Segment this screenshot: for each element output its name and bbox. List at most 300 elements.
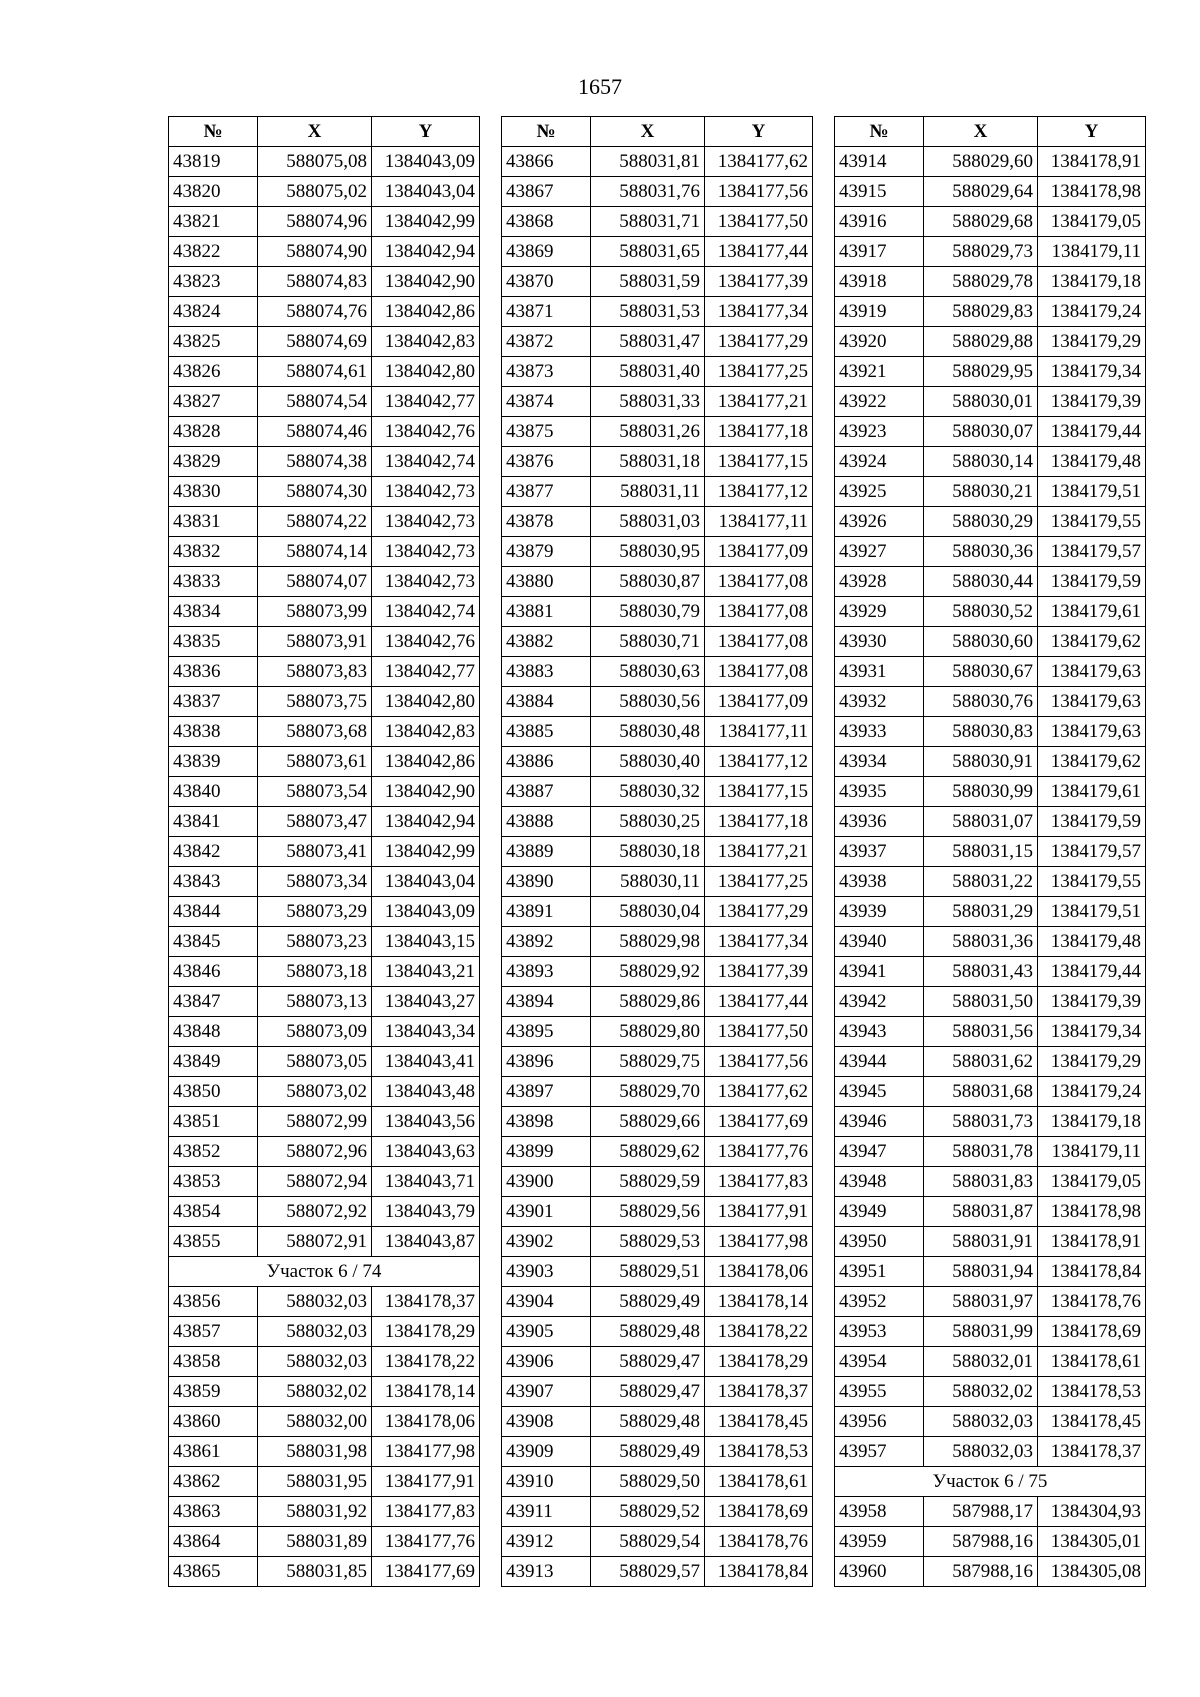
point-number-cell: 43948 [835,1167,924,1197]
point-number-cell: 43887 [502,777,591,807]
header-number: № [169,117,258,147]
point-number-cell: 43821 [169,207,258,237]
point-number-cell: 43854 [169,1197,258,1227]
x-coordinate-cell: 588074,07 [258,567,372,597]
x-coordinate-cell: 588031,11 [591,477,705,507]
table-row [835,447,1146,477]
y-coordinate-cell: 1384179,59 [1038,807,1146,837]
x-coordinate-cell: 588031,98 [258,1437,372,1467]
x-coordinate-cell: 588031,71 [591,207,705,237]
x-coordinate-cell: 588029,64 [924,177,1038,207]
point-number-cell: 43938 [835,867,924,897]
point-number-cell: 43872 [502,327,591,357]
x-coordinate-cell: 588031,07 [924,807,1038,837]
y-coordinate-cell: 1384043,79 [372,1197,480,1227]
table-row [502,1287,813,1317]
y-coordinate-cell: 1384179,24 [1038,1077,1146,1107]
y-coordinate-cell: 1384178,37 [1038,1437,1146,1467]
y-coordinate-cell: 1384177,29 [705,897,813,927]
y-coordinate-cell: 1384179,61 [1038,597,1146,627]
table-row [169,867,480,897]
point-number-cell: 43939 [835,897,924,927]
x-coordinate-cell: 588031,91 [924,1227,1038,1257]
y-coordinate-cell: 1384177,69 [705,1107,813,1137]
y-coordinate-cell: 1384178,53 [1038,1377,1146,1407]
point-number-cell: 43895 [502,1017,591,1047]
y-coordinate-cell: 1384304,93 [1038,1497,1146,1527]
x-coordinate-cell: 588029,47 [591,1377,705,1407]
table-row [835,537,1146,567]
x-coordinate-cell: 588032,02 [924,1377,1038,1407]
y-coordinate-cell: 1384042,74 [372,447,480,477]
table-row [169,1557,480,1587]
point-number-cell: 43834 [169,597,258,627]
table-row [835,147,1146,177]
table-row [502,267,813,297]
point-number-cell: 43947 [835,1137,924,1167]
point-number-cell: 43882 [502,627,591,657]
point-number-cell: 43949 [835,1197,924,1227]
point-number-cell: 43842 [169,837,258,867]
y-coordinate-cell: 1384043,71 [372,1167,480,1197]
x-coordinate-cell: 588030,07 [924,417,1038,447]
y-coordinate-cell: 1384043,56 [372,1107,480,1137]
y-coordinate-cell: 1384043,48 [372,1077,480,1107]
x-coordinate-cell: 588073,68 [258,717,372,747]
y-coordinate-cell: 1384177,08 [705,657,813,687]
point-number-cell: 43941 [835,957,924,987]
table-row [502,297,813,327]
point-number-cell: 43881 [502,597,591,627]
x-coordinate-cell: 588029,98 [591,927,705,957]
point-number-cell: 43830 [169,477,258,507]
table-row [835,1167,1146,1197]
table-row [835,1347,1146,1377]
y-coordinate-cell: 1384042,86 [372,297,480,327]
table-row [835,1107,1146,1137]
point-number-cell: 43956 [835,1407,924,1437]
y-coordinate-cell: 1384178,45 [705,1407,813,1437]
y-coordinate-cell: 1384177,15 [705,777,813,807]
point-number-cell: 43829 [169,447,258,477]
y-coordinate-cell: 1384177,21 [705,837,813,867]
point-number-cell: 43894 [502,987,591,1017]
x-coordinate-cell: 588032,03 [258,1287,372,1317]
y-coordinate-cell: 1384178,29 [705,1347,813,1377]
table-row [502,717,813,747]
point-number-cell: 43825 [169,327,258,357]
y-coordinate-cell: 1384043,21 [372,957,480,987]
x-coordinate-cell: 588031,89 [258,1527,372,1557]
x-coordinate-cell: 588073,61 [258,747,372,777]
point-number-cell: 43824 [169,297,258,327]
y-coordinate-cell: 1384179,48 [1038,927,1146,957]
point-number-cell: 43953 [835,1317,924,1347]
y-coordinate-cell: 1384177,62 [705,1077,813,1107]
section-label: Участок 6 / 74 [169,1257,480,1287]
table-row [835,207,1146,237]
y-coordinate-cell: 1384178,76 [705,1527,813,1557]
x-coordinate-cell: 588029,49 [591,1287,705,1317]
x-coordinate-cell: 588073,91 [258,627,372,657]
table-row [835,1017,1146,1047]
point-number-cell: 43905 [502,1317,591,1347]
point-number-cell: 43880 [502,567,591,597]
y-coordinate-cell: 1384177,91 [372,1467,480,1497]
table-row [502,1317,813,1347]
table-row [835,1557,1146,1587]
x-coordinate-cell: 588073,54 [258,777,372,807]
table-row [169,1497,480,1527]
table-row [502,537,813,567]
y-coordinate-cell: 1384177,18 [705,417,813,447]
x-coordinate-cell: 588029,50 [591,1467,705,1497]
point-number-cell: 43952 [835,1287,924,1317]
x-coordinate-cell: 588029,88 [924,327,1038,357]
y-coordinate-cell: 1384178,06 [372,1407,480,1437]
x-coordinate-cell: 588029,48 [591,1317,705,1347]
table-row [835,327,1146,357]
table-row [169,807,480,837]
y-coordinate-cell: 1384179,44 [1038,957,1146,987]
header-y: Y [372,117,480,147]
table-row [502,837,813,867]
table-row [169,447,480,477]
y-coordinate-cell: 1384043,41 [372,1047,480,1077]
point-number-cell: 43852 [169,1137,258,1167]
point-number-cell: 43873 [502,357,591,387]
point-number-cell: 43865 [169,1557,258,1587]
table-row [502,627,813,657]
y-coordinate-cell: 1384179,39 [1038,387,1146,417]
table-row [502,867,813,897]
point-number-cell: 43860 [169,1407,258,1437]
y-coordinate-cell: 1384177,34 [705,297,813,327]
table-row [502,1017,813,1047]
y-coordinate-cell: 1384178,69 [1038,1317,1146,1347]
x-coordinate-cell: 588030,52 [924,597,1038,627]
y-coordinate-cell: 1384178,61 [705,1467,813,1497]
table-row [169,657,480,687]
table-row [835,597,1146,627]
y-coordinate-cell: 1384179,55 [1038,507,1146,537]
point-number-cell: 43847 [169,987,258,1017]
header-x: X [258,117,372,147]
x-coordinate-cell: 588031,62 [924,1047,1038,1077]
point-number-cell: 43886 [502,747,591,777]
x-coordinate-cell: 588031,56 [924,1017,1038,1047]
table-row [835,1227,1146,1257]
table-row [502,987,813,1017]
header-x: X [591,117,705,147]
y-coordinate-cell: 1384177,08 [705,597,813,627]
x-coordinate-cell: 588030,40 [591,747,705,777]
point-number-cell: 43959 [835,1527,924,1557]
table-row [835,1197,1146,1227]
y-coordinate-cell: 1384178,61 [1038,1347,1146,1377]
x-coordinate-cell: 588030,67 [924,657,1038,687]
y-coordinate-cell: 1384177,18 [705,807,813,837]
point-number-cell: 43960 [835,1557,924,1587]
point-number-cell: 43831 [169,507,258,537]
table-row [169,987,480,1017]
point-number-cell: 43884 [502,687,591,717]
point-number-cell: 43954 [835,1347,924,1377]
point-number-cell: 43869 [502,237,591,267]
table-row [502,147,813,177]
table-row [169,1167,480,1197]
y-coordinate-cell: 1384177,44 [705,987,813,1017]
table-row [169,627,480,657]
y-coordinate-cell: 1384177,08 [705,567,813,597]
y-coordinate-cell: 1384177,62 [705,147,813,177]
y-coordinate-cell: 1384178,45 [1038,1407,1146,1437]
table-row [835,237,1146,267]
y-coordinate-cell: 1384043,63 [372,1137,480,1167]
x-coordinate-cell: 587988,16 [924,1557,1038,1587]
x-coordinate-cell: 588073,02 [258,1077,372,1107]
point-number-cell: 43898 [502,1107,591,1137]
y-coordinate-cell: 1384177,50 [705,1017,813,1047]
y-coordinate-cell: 1384179,05 [1038,207,1146,237]
point-number-cell: 43890 [502,867,591,897]
point-number-cell: 43920 [835,327,924,357]
point-number-cell: 43841 [169,807,258,837]
y-coordinate-cell: 1384178,14 [705,1287,813,1317]
y-coordinate-cell: 1384179,05 [1038,1167,1146,1197]
x-coordinate-cell: 588030,32 [591,777,705,807]
point-number-cell: 43917 [835,237,924,267]
header-x: X [924,117,1038,147]
table-row [502,1137,813,1167]
table-row [169,1317,480,1347]
y-coordinate-cell: 1384179,24 [1038,297,1146,327]
x-coordinate-cell: 588030,36 [924,537,1038,567]
table-row [502,567,813,597]
point-number-cell: 43863 [169,1497,258,1527]
point-number-cell: 43910 [502,1467,591,1497]
point-number-cell: 43823 [169,267,258,297]
table-row [835,867,1146,897]
x-coordinate-cell: 588074,38 [258,447,372,477]
table-row [835,387,1146,417]
y-coordinate-cell: 1384177,29 [705,327,813,357]
y-coordinate-cell: 1384177,39 [705,267,813,297]
x-coordinate-cell: 588073,75 [258,687,372,717]
point-number-cell: 43844 [169,897,258,927]
point-number-cell: 43918 [835,267,924,297]
point-number-cell: 43864 [169,1527,258,1557]
table-row [169,267,480,297]
y-coordinate-cell: 1384179,57 [1038,837,1146,867]
table-row [169,327,480,357]
y-coordinate-cell: 1384177,98 [372,1437,480,1467]
y-coordinate-cell: 1384178,53 [705,1437,813,1467]
table-row [169,1197,480,1227]
x-coordinate-cell: 588030,21 [924,477,1038,507]
section-row [169,1257,480,1287]
y-coordinate-cell: 1384179,61 [1038,777,1146,807]
x-coordinate-cell: 588031,50 [924,987,1038,1017]
point-number-cell: 43849 [169,1047,258,1077]
table-row [835,657,1146,687]
coordinates-table-1 [168,116,480,1587]
x-coordinate-cell: 588031,73 [924,1107,1038,1137]
y-coordinate-cell: 1384177,91 [705,1197,813,1227]
table-row [835,957,1146,987]
y-coordinate-cell: 1384179,63 [1038,657,1146,687]
x-coordinate-cell: 588074,76 [258,297,372,327]
x-coordinate-cell: 588072,91 [258,1227,372,1257]
table-row [502,1197,813,1227]
table-row [835,1317,1146,1347]
x-coordinate-cell: 588029,78 [924,267,1038,297]
table-row [169,957,480,987]
point-number-cell: 43874 [502,387,591,417]
point-number-cell: 43851 [169,1107,258,1137]
point-number-cell: 43912 [502,1527,591,1557]
x-coordinate-cell: 588073,41 [258,837,372,867]
table-row [169,507,480,537]
y-coordinate-cell: 1384178,84 [705,1557,813,1587]
point-number-cell: 43857 [169,1317,258,1347]
x-coordinate-cell: 588029,70 [591,1077,705,1107]
table-row [169,687,480,717]
x-coordinate-cell: 588030,99 [924,777,1038,807]
x-coordinate-cell: 588072,92 [258,1197,372,1227]
y-coordinate-cell: 1384179,34 [1038,357,1146,387]
table-row [169,1407,480,1437]
header-y: Y [1038,117,1146,147]
x-coordinate-cell: 588073,05 [258,1047,372,1077]
x-coordinate-cell: 588073,13 [258,987,372,1017]
point-number-cell: 43835 [169,627,258,657]
x-coordinate-cell: 588030,63 [591,657,705,687]
y-coordinate-cell: 1384177,76 [705,1137,813,1167]
x-coordinate-cell: 588029,95 [924,357,1038,387]
x-coordinate-cell: 588029,86 [591,987,705,1017]
y-coordinate-cell: 1384042,94 [372,237,480,267]
point-number-cell: 43875 [502,417,591,447]
y-coordinate-cell: 1384042,99 [372,837,480,867]
y-coordinate-cell: 1384042,80 [372,687,480,717]
x-coordinate-cell: 588031,95 [258,1467,372,1497]
table-row [502,897,813,927]
table-row [835,1287,1146,1317]
table-row [835,1077,1146,1107]
x-coordinate-cell: 588032,02 [258,1377,372,1407]
point-number-cell: 43929 [835,597,924,627]
point-number-cell: 43909 [502,1437,591,1467]
table-header-row [169,117,480,147]
y-coordinate-cell: 1384179,51 [1038,897,1146,927]
table-row [835,567,1146,597]
y-coordinate-cell: 1384042,80 [372,357,480,387]
x-coordinate-cell: 588073,18 [258,957,372,987]
point-number-cell: 43951 [835,1257,924,1287]
point-number-cell: 43902 [502,1227,591,1257]
x-coordinate-cell: 588074,83 [258,267,372,297]
point-number-cell: 43900 [502,1167,591,1197]
table-row [835,1377,1146,1407]
y-coordinate-cell: 1384043,27 [372,987,480,1017]
point-number-cell: 43899 [502,1137,591,1167]
table-row [169,927,480,957]
x-coordinate-cell: 588032,03 [258,1317,372,1347]
point-number-cell: 43877 [502,477,591,507]
table-row [835,717,1146,747]
y-coordinate-cell: 1384179,62 [1038,747,1146,777]
point-number-cell: 43832 [169,537,258,567]
point-number-cell: 43836 [169,657,258,687]
table-row [835,1137,1146,1167]
point-number-cell: 43871 [502,297,591,327]
x-coordinate-cell: 588074,54 [258,387,372,417]
y-coordinate-cell: 1384179,63 [1038,687,1146,717]
table-row [169,477,480,507]
table-row [502,1497,813,1527]
table-row [169,1047,480,1077]
y-coordinate-cell: 1384177,12 [705,477,813,507]
point-number-cell: 43942 [835,987,924,1017]
table-row [502,447,813,477]
x-coordinate-cell: 588031,47 [591,327,705,357]
table-row [169,1527,480,1557]
x-coordinate-cell: 588073,23 [258,927,372,957]
table-row [502,207,813,237]
x-coordinate-cell: 588029,59 [591,1167,705,1197]
x-coordinate-cell: 588074,14 [258,537,372,567]
x-coordinate-cell: 588073,09 [258,1017,372,1047]
x-coordinate-cell: 588073,29 [258,897,372,927]
point-number-cell: 43820 [169,177,258,207]
point-number-cell: 43897 [502,1077,591,1107]
table-row [502,1047,813,1077]
x-coordinate-cell: 588029,51 [591,1257,705,1287]
point-number-cell: 43853 [169,1167,258,1197]
point-number-cell: 43940 [835,927,924,957]
x-coordinate-cell: 588031,15 [924,837,1038,867]
x-coordinate-cell: 588031,40 [591,357,705,387]
y-coordinate-cell: 1384178,29 [372,1317,480,1347]
table-header-row [502,117,813,147]
point-number-cell: 43932 [835,687,924,717]
point-number-cell: 43888 [502,807,591,837]
x-coordinate-cell: 588030,25 [591,807,705,837]
table-row [169,1017,480,1047]
point-number-cell: 43862 [169,1467,258,1497]
table-row [835,777,1146,807]
point-number-cell: 43819 [169,147,258,177]
table-row [835,1407,1146,1437]
y-coordinate-cell: 1384177,11 [705,507,813,537]
y-coordinate-cell: 1384179,55 [1038,867,1146,897]
table-row [502,1467,813,1497]
x-coordinate-cell: 588032,03 [924,1407,1038,1437]
table-row [169,1467,480,1497]
point-number-cell: 43826 [169,357,258,387]
point-number-cell: 43923 [835,417,924,447]
table-row [169,837,480,867]
y-coordinate-cell: 1384043,09 [372,147,480,177]
y-coordinate-cell: 1384042,90 [372,777,480,807]
table-row [502,387,813,417]
x-coordinate-cell: 588074,30 [258,477,372,507]
x-coordinate-cell: 588031,36 [924,927,1038,957]
table-row [502,957,813,987]
table-row [169,1437,480,1467]
point-number-cell: 43935 [835,777,924,807]
